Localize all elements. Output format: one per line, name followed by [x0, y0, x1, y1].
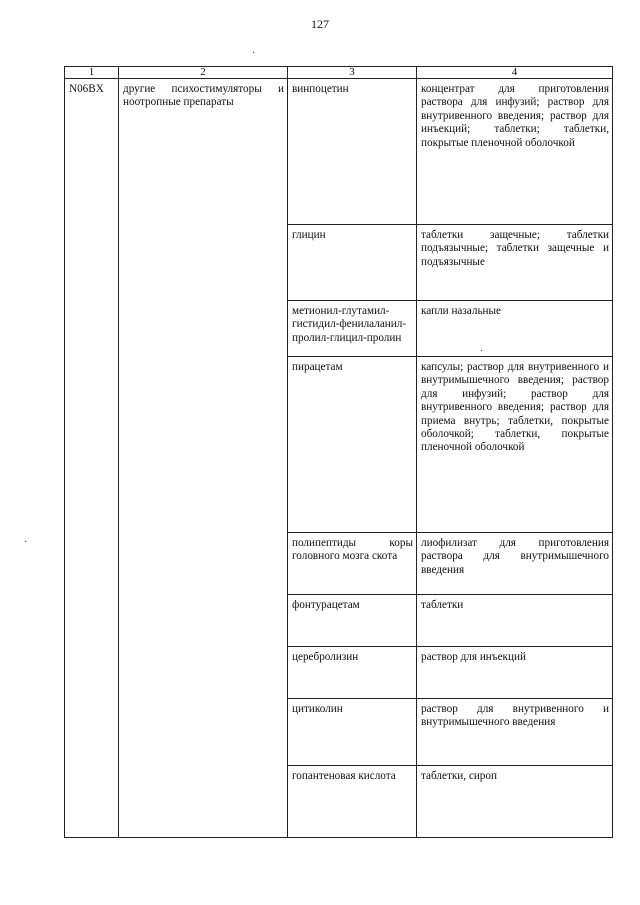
dosage-forms: раствор для внутривенного и внутримышечного введения: [417, 699, 613, 766]
dosage-forms: таблетки, сироп: [417, 766, 613, 838]
substance-name: винпоцетин: [288, 79, 417, 225]
dosage-forms: таблетки: [417, 595, 613, 647]
dosage-forms: концентрат для приготовления раствора для инфузий; раствор для внутривенного введения; раствор для инъекций; таблетки; таблетки, покрытые пленочной оболочкой: [417, 79, 613, 225]
dosage-forms: капсулы; раствор для внутривенного и внутримышечного введения; раствор для инфузий; раствор для внутривенного введения; раствор для приема внутрь; таблетки, покрытые оболочкой; таблетки, покрытые пленочной оболочкой: [417, 357, 613, 533]
substance-name: церебролизин: [288, 647, 417, 699]
page-number: 127: [311, 17, 329, 31]
substance-name: пирацетам: [288, 357, 417, 533]
dosage-forms: таблетки защечные; таблетки подъязычные; таблетки защечные и подъязычные: [417, 225, 613, 301]
scan-speck: ·: [480, 346, 484, 357]
column-number: 2: [119, 67, 288, 79]
substance-name: глицин: [288, 225, 417, 301]
scan-speck: ·: [24, 537, 28, 548]
scan-speck: ·: [252, 48, 256, 59]
dosage-forms: лиофилизат для приготовления раствора для внутримышечного введения: [417, 533, 613, 595]
dosage-forms: раствор для инъекций: [417, 647, 613, 699]
substance-name: цитиколин: [288, 699, 417, 766]
substance-name: метионил-глутамил-гистидил-фенилаланил-пролил-глицил-пролин: [288, 301, 417, 357]
substance-name: фонтурацетам: [288, 595, 417, 647]
column-number: 1: [65, 67, 119, 79]
drug-table: [64, 66, 613, 838]
column-number-row: [65, 67, 613, 79]
substance-name: гопантеновая кислота: [288, 766, 417, 838]
atc-group-name: другие психостимуляторы и ноотропные препараты: [119, 79, 288, 838]
column-number: 3: [288, 67, 417, 79]
table-row: [65, 79, 613, 225]
atc-code: N06BX: [65, 79, 119, 838]
substance-name: полипептиды коры головного мозга скота: [288, 533, 417, 595]
dosage-forms: капли назальные: [417, 301, 613, 357]
column-number: 4: [417, 67, 613, 79]
